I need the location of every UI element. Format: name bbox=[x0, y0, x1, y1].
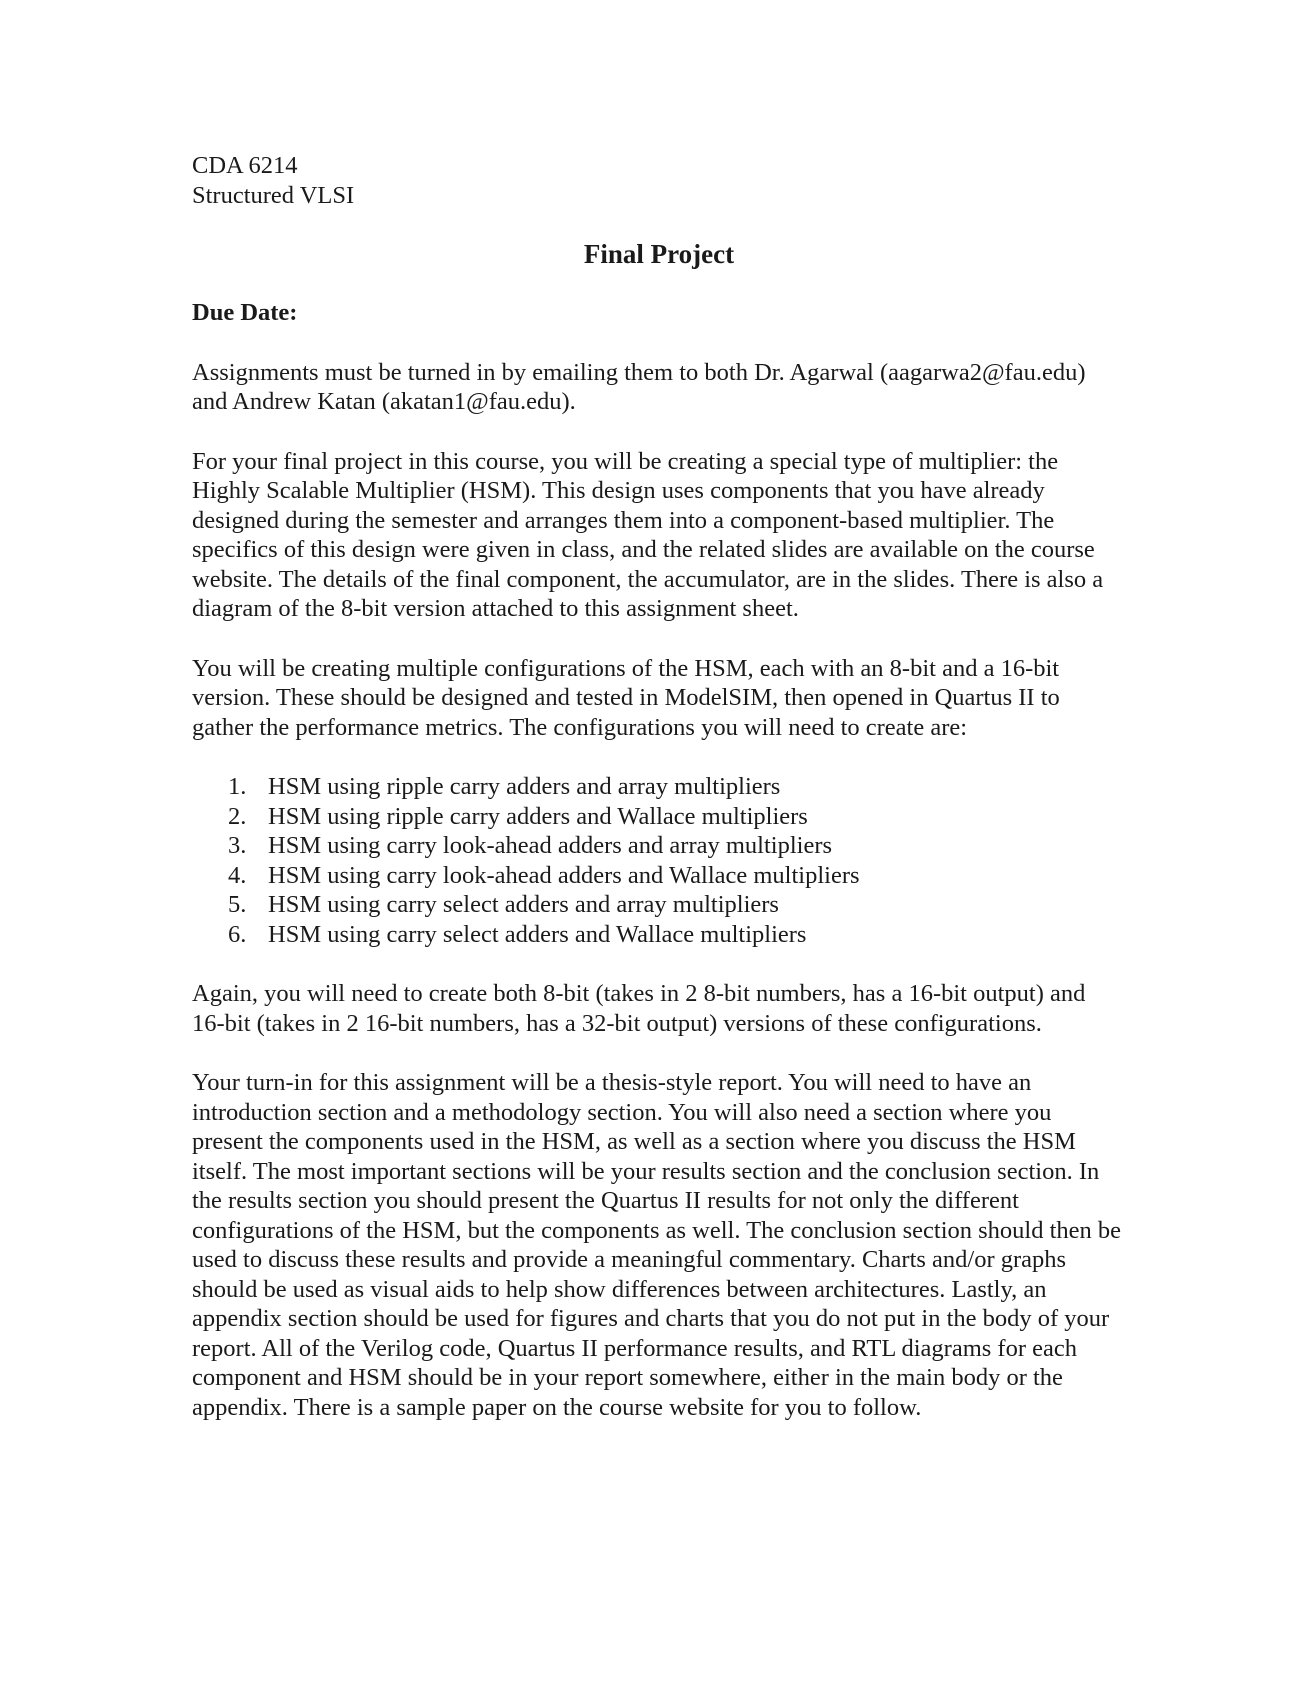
configuration-list bbox=[192, 772, 1122, 949]
list-item bbox=[228, 920, 1122, 950]
course-name: Structured VLSI bbox=[192, 181, 355, 209]
list-item-text: HSM using carry look-ahead adders and array multipliers bbox=[268, 832, 833, 859]
submission-paragraph: Assignments must be turned in by emailing them to both Dr. Agarwal (aagarwa2@fau.edu) and Andrew Katan (akatan1@fau.edu). bbox=[192, 358, 1086, 415]
list-item-number: 1. bbox=[228, 773, 247, 800]
list-item-number: 5. bbox=[228, 891, 247, 918]
list-item-text: HSM using ripple carry adders and array multipliers bbox=[268, 773, 781, 800]
list-item bbox=[228, 831, 1122, 861]
list-item-text: HSM using ripple carry adders and Wallace multipliers bbox=[268, 802, 808, 830]
list-item-text: HSM using carry look-ahead adders and Wallace multipliers bbox=[268, 861, 860, 889]
list-item bbox=[228, 861, 1122, 891]
due-date-label: Due Date: bbox=[192, 299, 298, 326]
configurations-intro-paragraph: You will be creating multiple configurations of the HSM, each with an 8-bit and a 16-bit version. These should be designed and tested in ModelSIM, then opened in Quartus II to gather the performance metrics. The configurations you will need to create are: bbox=[192, 654, 1060, 741]
list-item-number: 3. bbox=[228, 832, 247, 859]
list-item-number: 4. bbox=[228, 861, 247, 889]
list-item-number: 6. bbox=[228, 920, 247, 948]
list-item-text: HSM using carry select adders and Wallace multipliers bbox=[268, 920, 807, 948]
page-title: Final Project bbox=[583, 239, 735, 269]
list-item bbox=[228, 890, 1122, 920]
list-item-text: HSM using carry select adders and array multipliers bbox=[268, 891, 779, 918]
document-content bbox=[192, 151, 1122, 1422]
course-header bbox=[192, 151, 1122, 210]
intro-paragraph: For your final project in this course, you will be creating a special type of multiplier: the Highly Scalable Multiplier (HSM). This design uses components that you have already designed during the semester and arranges them into a component-based multiplier. The specifics of this design were given in class, and the related slides are available on the course website. The details of the final component, the accumulator, are in the slides. There is also a diagram of the 8-bit version attached to this assignment sheet. bbox=[192, 447, 1104, 622]
course-code: CDA 6214 bbox=[192, 152, 298, 179]
report-paragraph: Your turn-in for this assignment will be a thesis-style report. You will need to have an introduction section and a methodology section. You will also need a section where you present the components used in the HSM, as well as a section where you discuss the HSM itself. The most important sections will be your results section and the conclusion section. In the results section you should present the Quartus II results for not only the different configurations of the HSM, but the components as well. The conclusion section should then be used to discuss these results and provide a meaningful commentary. Charts and/or graphs should be used as visual aids to help show differences between architectures. Lastly, an appendix section should be used for figures and charts that you do not put in the body of your report. All of the Verilog code, Quartus II performance results, and RTL diagrams for each component and HSM should be in your report somewhere, either in the main body or the appendix. There is a sample paper on the course website for you to follow. bbox=[192, 1069, 1122, 1421]
list-item bbox=[228, 772, 1122, 802]
list-item bbox=[228, 802, 1122, 832]
list-item-number: 2. bbox=[228, 802, 247, 830]
again-paragraph: Again, you will need to create both 8-bit (takes in 2 8-bit numbers, has a 16-bit output) and 16-bit (takes in 2 16-bit numbers, has a 32-bit output) versions of these configurations. bbox=[192, 980, 1086, 1037]
